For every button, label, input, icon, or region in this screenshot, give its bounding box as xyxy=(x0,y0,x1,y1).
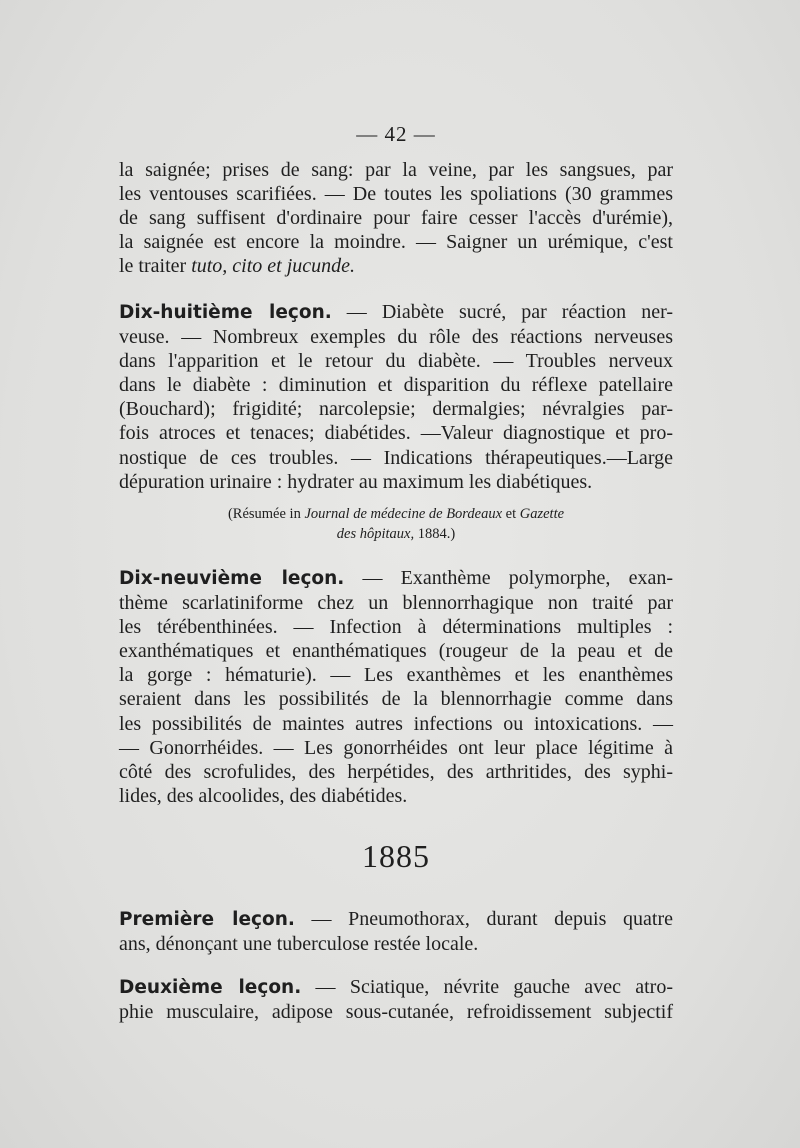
text-line xyxy=(119,566,673,591)
text-line: côté des scrofulides, des herpétides, des arthritides, des syphi- xyxy=(119,760,673,783)
text-line: (Bouchard); frigidité; narcolepsie; dermalgies; névralgies par- xyxy=(119,398,673,421)
note-line xyxy=(119,504,673,524)
page-number: — 42 — xyxy=(356,122,436,146)
paragraph-dix-neuvieme xyxy=(119,566,673,808)
text-line: lides, des alcoolides, des diabétides. xyxy=(119,784,408,807)
text-line: la gorge : hématurie). — Les exanthèmes et les enanthèmes xyxy=(119,664,673,687)
text-line: les possibilités de maintes autres infections ou intoxications. — xyxy=(119,712,673,735)
year-heading: 1885 xyxy=(362,838,430,874)
text-line: nostique de ces troubles. — Indications thérapeutiques.—Large xyxy=(119,446,673,469)
text-line: — Gonorrhéides. — Les gonorrhéides ont leur place légitime à xyxy=(119,736,673,759)
paragraph-premiere xyxy=(119,907,673,956)
text-line xyxy=(119,300,673,325)
text-span: — Diabète sucré, par réaction ner- xyxy=(331,301,673,323)
text-line: ans, dénonçant une tuberculose restée locale. xyxy=(119,933,479,956)
journal-title: Journal de médecine de Bordeaux xyxy=(304,506,503,522)
text-line: seraient dans les possibilités de la blennorrhagie comme dans xyxy=(119,688,673,711)
text-line: les térébenthinées. — Infection à déterminations multiples : xyxy=(119,616,673,639)
italic-phrase: tuto, cito et jucunde. xyxy=(191,255,356,278)
text-line: la saignée est encore la moindre. — Saigner un urémique, c'est xyxy=(119,231,673,254)
text-line xyxy=(119,975,673,1000)
lesson-heading: Dix-neuvième leçon. xyxy=(119,568,345,589)
citation-note xyxy=(119,504,673,544)
text-line: thème scarlatiniforme chez un blennorrhagique non traité par xyxy=(119,592,673,615)
text-line: dans l'apparition et le retour du diabète. — Troubles nerveux xyxy=(119,350,673,373)
paragraph-dix-huitieme xyxy=(119,300,673,494)
lesson-heading: Deuxième leçon. xyxy=(119,977,302,998)
text-line: fois atroces et tenaces; diabétides. —Valeur diagnostique et pro- xyxy=(119,422,673,445)
text-span: — Pneumothorax, durant depuis quatre xyxy=(294,908,673,930)
journal-title: Gazette xyxy=(519,506,565,522)
text-line: exanthématiques et enanthématiques (rougeur de la peau et de xyxy=(119,640,673,663)
text-span: (Résumée in xyxy=(227,506,305,522)
text-span: et xyxy=(502,506,520,522)
text-line: les ventouses scarifiées. — De toutes les spoliations (30 grammes xyxy=(119,183,673,206)
text-line: la saignée; prises de sang: par la veine, par les sangsues, par xyxy=(119,159,673,181)
text-line: de sang suffisent d'ordinaire pour faire cesser l'accès d'urémie), xyxy=(119,207,673,230)
text-span: 1884.) xyxy=(414,526,456,542)
text-line: phie musculaire, adipose sous-cutanée, refroidissement subjectif xyxy=(119,1001,673,1024)
text-line xyxy=(119,254,673,278)
lesson-heading: Dix-huitième leçon. xyxy=(119,302,332,323)
text-span: — Exanthème polymorphe, exan- xyxy=(344,567,674,589)
paragraph-deuxieme xyxy=(119,975,673,1024)
lesson-heading: Première leçon. xyxy=(119,909,295,930)
text-span: le traiter xyxy=(119,255,192,278)
journal-title: des hôpitaux, xyxy=(336,526,415,542)
text-line: dans le diabète : diminution et disparition du réflexe patellaire xyxy=(119,374,673,397)
note-line xyxy=(119,524,673,544)
text-line: dépuration urinaire : hydrater au maximum les diabétiques. xyxy=(119,470,593,493)
text-line xyxy=(119,907,673,932)
paragraph-saignee xyxy=(119,158,673,278)
text-span: — Sciatique, névrite gauche avec atro- xyxy=(301,976,673,998)
text-line: veuse. — Nombreux exemples du rôle des réactions nerveuses xyxy=(119,326,673,349)
